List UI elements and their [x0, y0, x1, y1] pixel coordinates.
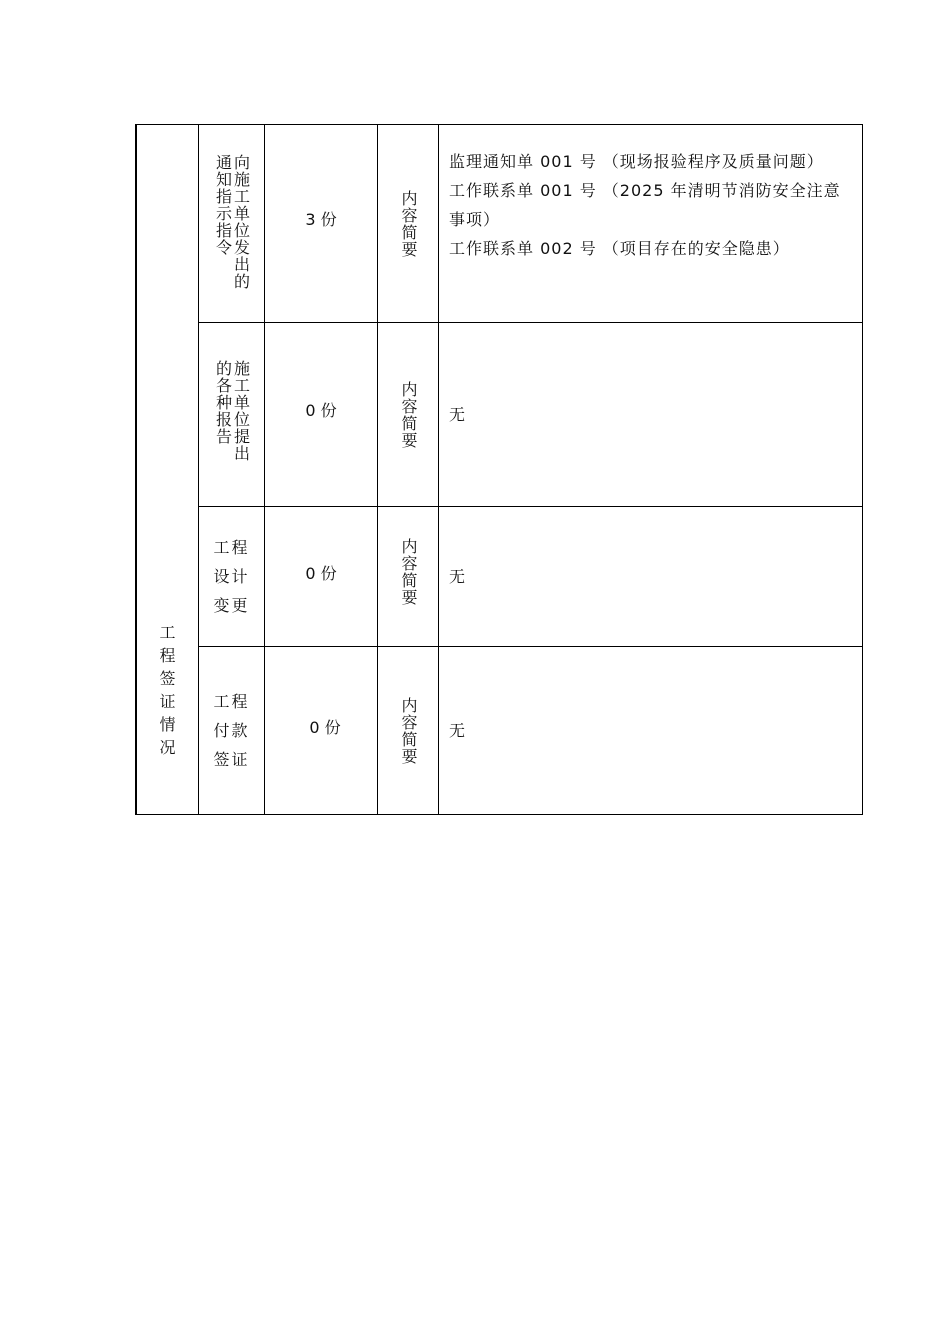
list-item: 工作联系单 002 号 （项目存在的安全隐患） — [449, 239, 790, 258]
subcategory-label: 工程 付款 签证 — [213, 692, 250, 769]
table-row-content-label — [378, 647, 438, 814]
content-text — [439, 323, 863, 506]
list-item: 无 — [449, 721, 467, 740]
count-value: 3 份 — [305, 210, 337, 229]
subcategory-label: 工程 设计 变更 — [213, 538, 250, 615]
count-value: 0 份 — [305, 400, 337, 420]
subcategory-label: 向施工单位发出的通知指示指令 — [213, 153, 251, 290]
category-cell — [137, 595, 198, 785]
count-value: 0 份 — [305, 563, 337, 583]
content-text — [439, 507, 863, 646]
list-item: 工作联系单 001 号 （2025 年清明节消防安全注意事项） — [449, 181, 841, 229]
table-row-count — [265, 125, 377, 312]
subcategory-label: 施工单位提出的各种报告 — [213, 359, 251, 462]
content-label: 内容简要 — [399, 538, 418, 606]
content-label: 内容简要 — [399, 696, 418, 765]
table-row-content-label — [378, 323, 438, 506]
table-row-subcategory — [199, 647, 264, 814]
count-value: 0 份 — [309, 717, 341, 737]
content-text — [439, 147, 863, 263]
table-row-content-label — [378, 507, 438, 637]
category-label: 工 程 签 证 情 况 — [159, 623, 176, 757]
table-row-count — [265, 507, 377, 637]
record-table — [135, 124, 863, 815]
table-row-subcategory — [199, 323, 264, 506]
content-label: 内容简要 — [399, 189, 418, 258]
list-item: 无 — [449, 405, 467, 424]
list-item: 无 — [449, 567, 467, 586]
content-label: 内容简要 — [399, 380, 418, 449]
table-row-count — [265, 323, 377, 495]
table-row-subcategory — [199, 125, 264, 322]
content-text — [439, 647, 863, 814]
table-row-content-label — [378, 125, 438, 322]
table-row-count — [273, 647, 377, 805]
table-row-subcategory — [199, 507, 264, 646]
list-item: 监理通知单 001 号 （现场报验程序及质量问题） — [449, 152, 824, 171]
